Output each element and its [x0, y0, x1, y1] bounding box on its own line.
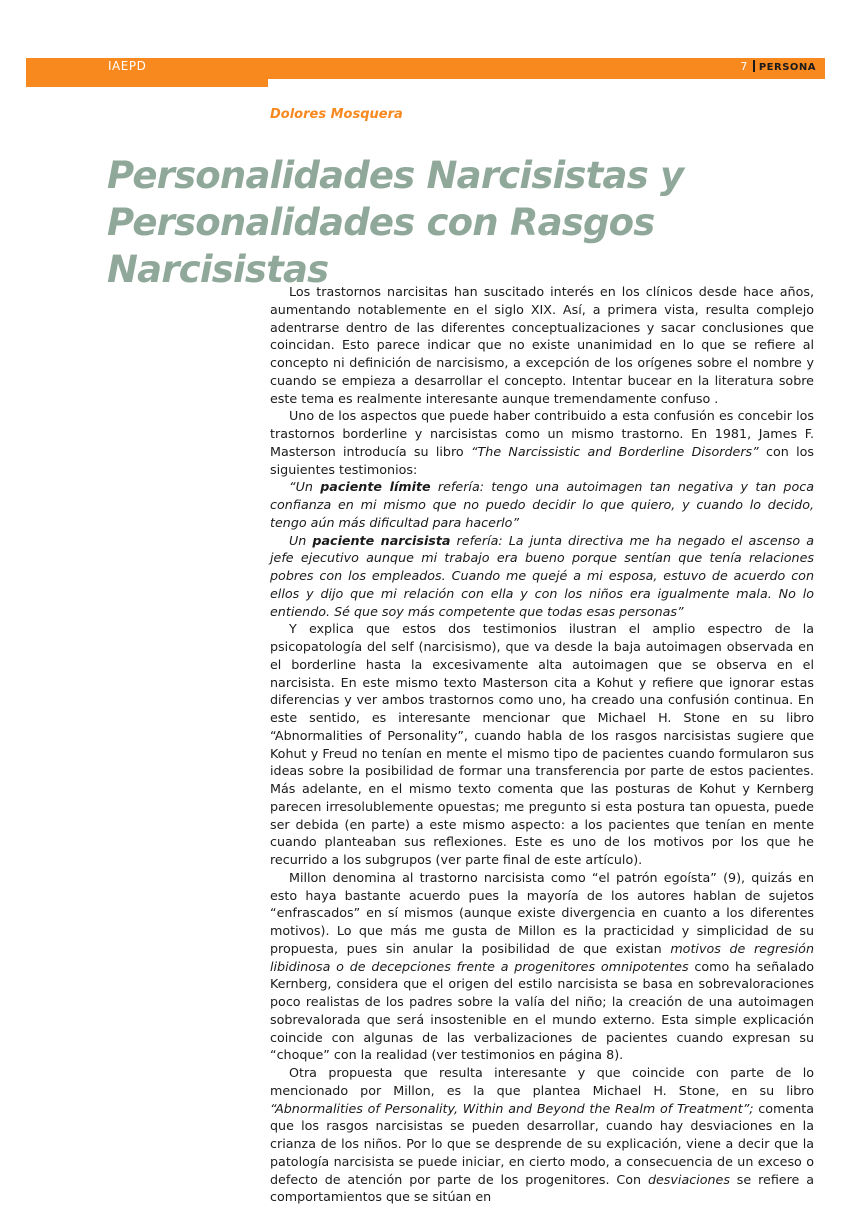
paragraph-4	[270, 869, 814, 1064]
testimony-text: refería: La junta directiva me ha negado el ascenso a jefe ejecutivo aunque mi trabajo era bueno porque sentían que tenía relaciones pobres con los empleados. Cuando me quejé a mi esposa, estuvo de acuerdo con ellos y dijo que mi relación con ella y con los niños era igualmente mala. No lo entiendo. Sé que soy más competente que todas esas personas”	[270, 532, 814, 619]
header-bar-extension	[26, 79, 268, 87]
paragraph-2-text-end: con los siguientes testimonios:	[270, 443, 814, 477]
paragraph-5-text: Otra propuesta que resulta interesante y que coincide con parte de lo mencionado por Millon, es la que plantea Michael H. Stone, en su libro	[270, 1065, 814, 1098]
testimony-intro: Un	[289, 532, 313, 548]
page-number: 7	[740, 60, 748, 73]
paragraph-5-text-mid: comenta que los rasgos narcisistas se pueden desarrollar, cuando hay desviaciones en la crianza de los niños. Por lo que se desprende de su explicación, viene a decir que la patología narcisista se puede iniciar, en cierto modo, a consecuencia de un exceso o defecto de atención por parte de los progenitores. Con	[270, 1100, 814, 1187]
testimony-narcissist	[270, 532, 814, 621]
paragraph-5-text-end: se refiere a comportamientos que se sitúan en	[270, 1171, 814, 1205]
paragraph-1: Los trastornos narcisitas han suscitado interés en los clínicos desde hace años, aumentando notablemente en el siglo XIX. Así, a primera vista, resulta complejo adentrarse dentro de las diferentes conceptualizaciones y sacar conclusiones que coincidan. Esto parece indicar que no existe unanimidad en lo que se refiere al concepto ni definición de narcisismo, a excepción de los orígenes sobre el nombre y cuando se empieza a desarrollar el concepto. Intentar bucear en la literatura sobre este tema es realmente interesante aunque tremendamente confuso .	[270, 284, 814, 406]
paragraph-3: Y explica que estos dos testimonios ilustran el amplio espectro de la psicopatología del self (narcisismo), que va desde la baja autoimagen observada en el borderline hasta la excesivamente alta autoimagen que se observa en el narcisista. En este mismo texto Masterson cita a Kohut y refiere que ignorar estas diferencias y ver ambos trastornos como uno, ha creado una confusión continua. En este sentido, es interesante mencionar que Michael H. Stone en su libro “Abnormalities of Personality”, cuando habla de los rasgos narcisistas sugiere que Kohut y Freud no tenían en mente el mismo tipo de pacientes cuando formularon sus ideas sobre la posibilidad de formar una transferencia por parte de estos pacientes. Más adelante, en el mismo texto comenta que las posturas de Kohut y Kernberg parecen irresolublemente opuestas; me pregunto si esta postura tan opuesta, puede ser debida (en parte) a este mismo aspecto: a los pacientes que tenían en mente cuando planteaban sus reflexiones. Este es uno de los motivos por los que he recurrido a los subgrupos (ver parte final de este artículo).	[270, 621, 814, 867]
article-title	[107, 152, 827, 293]
article-body	[270, 283, 815, 1205]
emphasis-text: motivos de regresión libidinosa o de decepciones frente a progenitores omnipotentes	[270, 940, 814, 974]
journal-name: IAEPD	[108, 59, 147, 73]
emphasis-text: desviaciones	[647, 1171, 730, 1187]
testimony-text: refería: tengo una autoimagen tan negativa y tan poca confianza en mi mismo que no puedo decidir lo que quiero, y cuando lo decido, tengo aún más dificultad para hacerlo”	[270, 479, 814, 530]
testimony-intro: “Un	[289, 479, 321, 495]
title-line-1: Personalidades Narcisistas y	[107, 154, 684, 197]
paragraph-4-text-end: como ha señalado Kernberg, considera que el origen del estilo narcisista se basa en sobrevaloraciones poco realistas de los padres sobre la valía del niño; la creación de una autoimagen sobrevalorada que será insostenible en el mundo externo. Esta simple explicación coincide con algunas de las verbalizaciones de pacientes cuando expresan su “choque” con la realidad (ver testimonios en página 8).	[270, 958, 815, 1063]
testimony-borderline	[270, 478, 814, 531]
book-title: “Abnormalities of Personality, Within and Beyond the Realm of Treatment”;	[270, 1100, 754, 1116]
author-name: Dolores Mosquera	[270, 107, 403, 122]
paragraph-5	[270, 1064, 814, 1206]
paragraph-4-text: Millon denomina al trastorno narcisista como “el patrón egoísta” (9), quizás en esto haya bastante acuerdo pues la mayoría de los autores hablan de sujetos “enfrascados” en sí mismos (aunque existe divergencia en cuanto a los diferentes motivos). Lo que más me gusta de Millon es la practicidad y simplicidad de su propuesta, pues sin anular la posibilidad de que existan	[270, 869, 814, 956]
header-separator	[753, 60, 755, 72]
page-indicator	[740, 60, 816, 73]
section-name: PERSONA	[758, 62, 816, 73]
book-title: “The Narcissistic and Borderline Disorders”	[470, 443, 759, 459]
testimony-term: paciente límite	[320, 479, 431, 495]
paragraph-2-text: Uno de los aspectos que puede haber contribuido a esta confusión es concebir los trastornos borderline y narcisistas como un mismo trastorno. En 1981, James F. Masterson introducía su libro	[270, 408, 814, 459]
testimony-term: paciente narcisista	[312, 532, 451, 548]
title-line-2: Personalidades con Rasgos Narcisistas	[107, 201, 655, 291]
paragraph-2	[270, 407, 814, 478]
